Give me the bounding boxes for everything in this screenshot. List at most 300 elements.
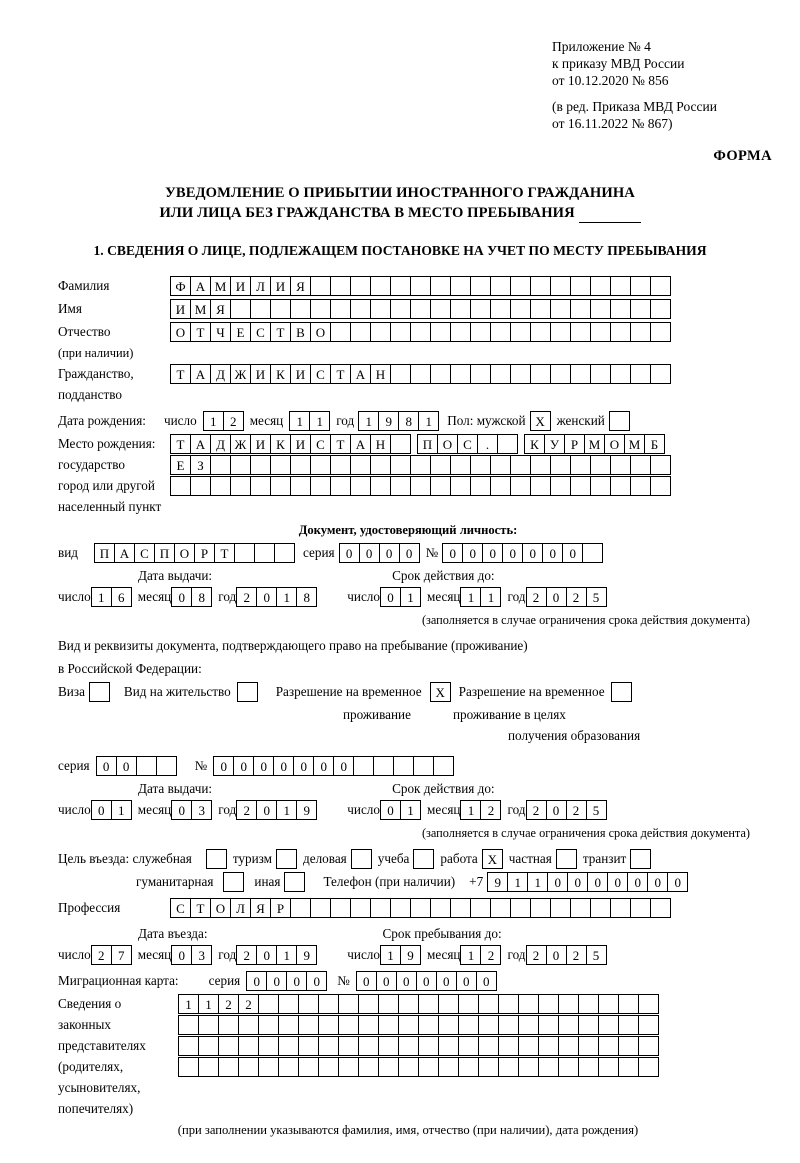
char-cell[interactable]: 9	[296, 945, 317, 965]
char-cell[interactable]	[234, 543, 255, 563]
char-cell[interactable]	[390, 455, 411, 475]
char-cell[interactable]	[330, 476, 351, 496]
char-cell[interactable]	[378, 994, 399, 1014]
char-cell[interactable]: К	[524, 434, 545, 454]
char-cell[interactable]: Т	[270, 322, 291, 342]
char-cell[interactable]: Л	[230, 898, 251, 918]
char-cell[interactable]: 0	[171, 945, 192, 965]
char-cell[interactable]: А	[190, 364, 211, 384]
char-cell[interactable]: 1	[527, 872, 548, 892]
char-cell[interactable]	[650, 476, 671, 496]
char-cell[interactable]	[350, 276, 371, 296]
char-cell[interactable]	[538, 994, 559, 1014]
char-cell[interactable]	[350, 322, 371, 342]
char-cell[interactable]: 1	[380, 945, 401, 965]
char-cell[interactable]: 2	[566, 945, 587, 965]
char-cell[interactable]: А	[190, 434, 211, 454]
char-cell[interactable]	[490, 276, 511, 296]
char-cell[interactable]: 0	[399, 543, 420, 563]
char-cell[interactable]: 0	[567, 872, 588, 892]
char-cell[interactable]	[598, 994, 619, 1014]
char-cell[interactable]	[530, 299, 551, 319]
char-cell[interactable]	[450, 476, 471, 496]
char-cell[interactable]	[550, 455, 571, 475]
char-cell[interactable]	[610, 455, 631, 475]
char-cell[interactable]	[390, 299, 411, 319]
char-cell[interactable]	[538, 1015, 559, 1035]
temp-residence-checkbox[interactable]: X	[430, 682, 451, 702]
char-cell[interactable]: 2	[566, 800, 587, 820]
purpose-service-checkbox[interactable]	[206, 849, 227, 869]
char-cell[interactable]: 2	[526, 945, 547, 965]
char-cell[interactable]	[418, 1015, 439, 1035]
char-cell[interactable]: Ж	[230, 364, 251, 384]
doc-valid-month-input[interactable]	[460, 587, 501, 607]
char-cell[interactable]	[330, 276, 351, 296]
char-cell[interactable]: 0	[380, 587, 401, 607]
char-cell[interactable]	[318, 1057, 339, 1077]
char-cell[interactable]: К	[270, 434, 291, 454]
char-cell[interactable]	[510, 299, 531, 319]
char-cell[interactable]: Л	[250, 276, 271, 296]
char-cell[interactable]	[290, 898, 311, 918]
char-cell[interactable]	[478, 994, 499, 1014]
char-cell[interactable]	[410, 322, 431, 342]
char-cell[interactable]	[438, 1036, 459, 1056]
char-cell[interactable]	[530, 455, 551, 475]
char-cell[interactable]: С	[250, 322, 271, 342]
char-cell[interactable]: 0	[546, 587, 567, 607]
char-cell[interactable]	[598, 1036, 619, 1056]
char-cell[interactable]: 2	[480, 800, 501, 820]
char-cell[interactable]	[290, 455, 311, 475]
char-cell[interactable]	[390, 322, 411, 342]
char-cell[interactable]	[330, 322, 351, 342]
char-cell[interactable]	[450, 898, 471, 918]
char-cell[interactable]: М	[584, 434, 605, 454]
char-cell[interactable]: Т	[170, 364, 191, 384]
char-cell[interactable]: О	[174, 543, 195, 563]
migration-series-input[interactable]	[246, 971, 327, 991]
char-cell[interactable]: Ч	[210, 322, 231, 342]
char-cell[interactable]	[390, 476, 411, 496]
char-cell[interactable]	[478, 1057, 499, 1077]
char-cell[interactable]	[638, 1036, 659, 1056]
char-cell[interactable]	[270, 476, 291, 496]
char-cell[interactable]: Я	[250, 898, 271, 918]
char-cell[interactable]: Е	[230, 322, 251, 342]
char-cell[interactable]	[330, 299, 351, 319]
char-cell[interactable]: 2	[91, 945, 112, 965]
char-cell[interactable]	[630, 455, 651, 475]
char-cell[interactable]	[218, 1057, 239, 1077]
legal-rep-input-2[interactable]	[178, 1015, 659, 1035]
char-cell[interactable]	[490, 364, 511, 384]
char-cell[interactable]: Т	[190, 898, 211, 918]
char-cell[interactable]	[538, 1057, 559, 1077]
char-cell[interactable]: .	[477, 434, 498, 454]
char-cell[interactable]	[578, 1057, 599, 1077]
char-cell[interactable]	[198, 1036, 219, 1056]
char-cell[interactable]	[610, 322, 631, 342]
doc-number-input[interactable]	[442, 543, 603, 563]
char-cell[interactable]: И	[250, 434, 271, 454]
char-cell[interactable]: 0	[313, 756, 334, 776]
char-cell[interactable]	[510, 364, 531, 384]
char-cell[interactable]: Р	[194, 543, 215, 563]
char-cell[interactable]	[578, 994, 599, 1014]
char-cell[interactable]: И	[290, 434, 311, 454]
char-cell[interactable]: Т	[170, 434, 191, 454]
char-cell[interactable]: 0	[379, 543, 400, 563]
char-cell[interactable]	[290, 476, 311, 496]
birthplace-settlement-type-input[interactable]	[417, 434, 518, 454]
char-cell[interactable]	[430, 299, 451, 319]
sex-male-checkbox[interactable]: X	[530, 411, 551, 431]
stay-day-input[interactable]	[380, 945, 421, 965]
char-cell[interactable]: 1	[358, 411, 379, 431]
char-cell[interactable]: 3	[191, 945, 212, 965]
char-cell[interactable]: Н	[370, 434, 391, 454]
char-cell[interactable]	[438, 1057, 459, 1077]
char-cell[interactable]	[378, 1015, 399, 1035]
char-cell[interactable]	[510, 455, 531, 475]
char-cell[interactable]: Т	[330, 364, 351, 384]
stay-month-input[interactable]	[460, 945, 501, 965]
char-cell[interactable]	[498, 1036, 519, 1056]
char-cell[interactable]: 0	[462, 543, 483, 563]
char-cell[interactable]: Т	[330, 434, 351, 454]
char-cell[interactable]: А	[190, 276, 211, 296]
char-cell[interactable]: З	[190, 455, 211, 475]
char-cell[interactable]	[433, 756, 454, 776]
char-cell[interactable]	[550, 898, 571, 918]
migration-number-input[interactable]	[356, 971, 497, 991]
char-cell[interactable]	[250, 299, 271, 319]
char-cell[interactable]	[390, 364, 411, 384]
char-cell[interactable]	[230, 299, 251, 319]
char-cell[interactable]	[630, 898, 651, 918]
char-cell[interactable]	[610, 276, 631, 296]
char-cell[interactable]	[250, 455, 271, 475]
char-cell[interactable]	[298, 1057, 319, 1077]
char-cell[interactable]	[590, 276, 611, 296]
char-cell[interactable]	[618, 1036, 639, 1056]
char-cell[interactable]	[350, 898, 371, 918]
char-cell[interactable]	[410, 898, 431, 918]
purpose-tourism-checkbox[interactable]	[276, 849, 297, 869]
char-cell[interactable]	[398, 1057, 419, 1077]
char-cell[interactable]	[373, 756, 394, 776]
char-cell[interactable]	[630, 299, 651, 319]
char-cell[interactable]: 0	[380, 800, 401, 820]
char-cell[interactable]	[598, 1057, 619, 1077]
char-cell[interactable]: Ж	[230, 434, 251, 454]
char-cell[interactable]	[518, 994, 539, 1014]
purpose-transit-checkbox[interactable]	[630, 849, 651, 869]
char-cell[interactable]	[393, 756, 414, 776]
char-cell[interactable]: 1	[276, 945, 297, 965]
char-cell[interactable]: Н	[370, 364, 391, 384]
char-cell[interactable]	[318, 994, 339, 1014]
char-cell[interactable]	[458, 1036, 479, 1056]
char-cell[interactable]: 5	[586, 587, 607, 607]
char-cell[interactable]	[530, 322, 551, 342]
char-cell[interactable]	[310, 455, 331, 475]
char-cell[interactable]	[410, 476, 431, 496]
char-cell[interactable]: 0	[359, 543, 380, 563]
char-cell[interactable]: 9	[296, 800, 317, 820]
char-cell[interactable]	[498, 994, 519, 1014]
char-cell[interactable]: П	[154, 543, 175, 563]
char-cell[interactable]	[590, 299, 611, 319]
char-cell[interactable]	[530, 276, 551, 296]
char-cell[interactable]	[430, 276, 451, 296]
doc-kind-input[interactable]	[94, 543, 295, 563]
char-cell[interactable]	[558, 1015, 579, 1035]
char-cell[interactable]	[450, 455, 471, 475]
char-cell[interactable]: Ф	[170, 276, 191, 296]
char-cell[interactable]: 0	[396, 971, 417, 991]
char-cell[interactable]	[510, 276, 531, 296]
char-cell[interactable]: С	[457, 434, 478, 454]
char-cell[interactable]	[438, 994, 459, 1014]
char-cell[interactable]: К	[270, 364, 291, 384]
char-cell[interactable]: А	[114, 543, 135, 563]
char-cell[interactable]: 0	[339, 543, 360, 563]
char-cell[interactable]	[274, 543, 295, 563]
char-cell[interactable]	[370, 322, 391, 342]
char-cell[interactable]	[430, 898, 451, 918]
char-cell[interactable]	[358, 994, 379, 1014]
char-cell[interactable]: Р	[270, 898, 291, 918]
doc-issue-year-input[interactable]	[236, 587, 317, 607]
char-cell[interactable]	[258, 1015, 279, 1035]
char-cell[interactable]: 1	[460, 800, 481, 820]
char-cell[interactable]	[378, 1057, 399, 1077]
char-cell[interactable]	[538, 1036, 559, 1056]
char-cell[interactable]	[650, 299, 671, 319]
birthplace-settlement-input[interactable]	[524, 434, 665, 454]
visa-checkbox[interactable]	[89, 682, 110, 702]
entry-year-input[interactable]	[236, 945, 317, 965]
char-cell[interactable]: 0	[376, 971, 397, 991]
char-cell[interactable]	[550, 364, 571, 384]
char-cell[interactable]	[650, 322, 671, 342]
purpose-work-checkbox[interactable]: X	[482, 849, 503, 869]
name-input[interactable]	[170, 299, 671, 319]
sex-female-checkbox[interactable]	[609, 411, 630, 431]
char-cell[interactable]	[498, 1057, 519, 1077]
char-cell[interactable]: 0	[256, 945, 277, 965]
char-cell[interactable]	[290, 299, 311, 319]
char-cell[interactable]: 0	[587, 872, 608, 892]
char-cell[interactable]: Д	[210, 434, 231, 454]
char-cell[interactable]: 1	[460, 945, 481, 965]
char-cell[interactable]	[458, 994, 479, 1014]
char-cell[interactable]: 0	[442, 543, 463, 563]
purpose-private-checkbox[interactable]	[556, 849, 577, 869]
char-cell[interactable]: 2	[236, 945, 257, 965]
char-cell[interactable]	[210, 476, 231, 496]
char-cell[interactable]: 5	[586, 945, 607, 965]
permit-issue-month-input[interactable]	[171, 800, 212, 820]
char-cell[interactable]	[430, 322, 451, 342]
char-cell[interactable]	[310, 276, 331, 296]
permit-valid-year-input[interactable]	[526, 800, 607, 820]
char-cell[interactable]	[497, 434, 518, 454]
char-cell[interactable]	[590, 364, 611, 384]
char-cell[interactable]: 1	[507, 872, 528, 892]
purpose-study-checkbox[interactable]	[413, 849, 434, 869]
char-cell[interactable]: М	[190, 299, 211, 319]
char-cell[interactable]	[378, 1036, 399, 1056]
legal-rep-input-1[interactable]	[178, 994, 659, 1014]
char-cell[interactable]	[230, 476, 251, 496]
char-cell[interactable]	[218, 1036, 239, 1056]
char-cell[interactable]	[450, 322, 471, 342]
char-cell[interactable]: 0	[96, 756, 117, 776]
char-cell[interactable]	[518, 1015, 539, 1035]
char-cell[interactable]: 8	[296, 587, 317, 607]
char-cell[interactable]: И	[230, 276, 251, 296]
char-cell[interactable]: 0	[171, 800, 192, 820]
char-cell[interactable]	[410, 299, 431, 319]
char-cell[interactable]	[530, 898, 551, 918]
char-cell[interactable]: 2	[566, 587, 587, 607]
char-cell[interactable]: 2	[480, 945, 501, 965]
char-cell[interactable]: 0	[607, 872, 628, 892]
char-cell[interactable]: А	[350, 434, 371, 454]
char-cell[interactable]	[618, 1015, 639, 1035]
char-cell[interactable]	[650, 455, 671, 475]
char-cell[interactable]	[590, 476, 611, 496]
purpose-other-checkbox[interactable]	[284, 872, 305, 892]
char-cell[interactable]	[630, 476, 651, 496]
char-cell[interactable]	[458, 1015, 479, 1035]
permit-issue-day-input[interactable]	[91, 800, 132, 820]
char-cell[interactable]	[338, 994, 359, 1014]
char-cell[interactable]	[410, 455, 431, 475]
char-cell[interactable]: Д	[210, 364, 231, 384]
char-cell[interactable]	[318, 1036, 339, 1056]
char-cell[interactable]	[370, 276, 391, 296]
birth-year-input[interactable]	[358, 411, 439, 431]
char-cell[interactable]	[450, 276, 471, 296]
char-cell[interactable]: С	[170, 898, 191, 918]
char-cell[interactable]: 0	[502, 543, 523, 563]
char-cell[interactable]	[490, 299, 511, 319]
char-cell[interactable]	[238, 1036, 259, 1056]
char-cell[interactable]: 1	[289, 411, 310, 431]
char-cell[interactable]: И	[270, 276, 291, 296]
char-cell[interactable]: 0	[546, 800, 567, 820]
char-cell[interactable]	[470, 364, 491, 384]
doc-valid-day-input[interactable]	[380, 587, 421, 607]
char-cell[interactable]	[330, 455, 351, 475]
char-cell[interactable]	[438, 1015, 459, 1035]
char-cell[interactable]: И	[290, 364, 311, 384]
permit-valid-day-input[interactable]	[380, 800, 421, 820]
permit-series-input[interactable]	[96, 756, 177, 776]
char-cell[interactable]	[430, 455, 451, 475]
char-cell[interactable]	[430, 476, 451, 496]
char-cell[interactable]	[270, 455, 291, 475]
char-cell[interactable]: 2	[236, 587, 257, 607]
char-cell[interactable]	[353, 756, 374, 776]
stay-year-input[interactable]	[526, 945, 607, 965]
char-cell[interactable]	[278, 1015, 299, 1035]
char-cell[interactable]: М	[210, 276, 231, 296]
char-cell[interactable]	[490, 455, 511, 475]
doc-issue-month-input[interactable]	[171, 587, 212, 607]
char-cell[interactable]	[518, 1036, 539, 1056]
char-cell[interactable]	[398, 1015, 419, 1035]
char-cell[interactable]	[470, 299, 491, 319]
birth-month-input[interactable]	[289, 411, 330, 431]
birthplace-state-input[interactable]	[170, 434, 411, 454]
char-cell[interactable]	[298, 1015, 319, 1035]
char-cell[interactable]: 0	[293, 756, 314, 776]
char-cell[interactable]: 0	[436, 971, 457, 991]
char-cell[interactable]	[410, 276, 431, 296]
char-cell[interactable]: 1	[480, 587, 501, 607]
char-cell[interactable]	[590, 322, 611, 342]
char-cell[interactable]	[570, 299, 591, 319]
char-cell[interactable]	[570, 276, 591, 296]
char-cell[interactable]: 1	[276, 800, 297, 820]
char-cell[interactable]	[650, 364, 671, 384]
char-cell[interactable]	[370, 455, 391, 475]
char-cell[interactable]	[338, 1057, 359, 1077]
doc-issue-day-input[interactable]	[91, 587, 132, 607]
char-cell[interactable]	[578, 1015, 599, 1035]
char-cell[interactable]	[418, 994, 439, 1014]
char-cell[interactable]: О	[604, 434, 625, 454]
char-cell[interactable]	[278, 994, 299, 1014]
char-cell[interactable]	[610, 898, 631, 918]
char-cell[interactable]	[338, 1015, 359, 1035]
char-cell[interactable]: И	[250, 364, 271, 384]
char-cell[interactable]	[210, 455, 231, 475]
char-cell[interactable]: 0	[233, 756, 254, 776]
char-cell[interactable]	[330, 898, 351, 918]
char-cell[interactable]	[410, 364, 431, 384]
char-cell[interactable]: 2	[526, 800, 547, 820]
char-cell[interactable]: М	[624, 434, 645, 454]
char-cell[interactable]: О	[170, 322, 191, 342]
char-cell[interactable]	[350, 476, 371, 496]
char-cell[interactable]: У	[544, 434, 565, 454]
char-cell[interactable]	[370, 299, 391, 319]
char-cell[interactable]	[510, 476, 531, 496]
char-cell[interactable]: 1	[203, 411, 224, 431]
char-cell[interactable]: 1	[400, 800, 421, 820]
char-cell[interactable]	[398, 1036, 419, 1056]
char-cell[interactable]: 1	[198, 994, 219, 1014]
purpose-business-checkbox[interactable]	[351, 849, 372, 869]
char-cell[interactable]: 0	[667, 872, 688, 892]
residence-permit-checkbox[interactable]	[237, 682, 258, 702]
char-cell[interactable]: 2	[223, 411, 244, 431]
char-cell[interactable]: 0	[456, 971, 477, 991]
char-cell[interactable]	[258, 1036, 279, 1056]
char-cell[interactable]	[178, 1015, 199, 1035]
char-cell[interactable]: 0	[562, 543, 583, 563]
birth-day-input[interactable]	[203, 411, 244, 431]
char-cell[interactable]	[430, 364, 451, 384]
char-cell[interactable]	[618, 994, 639, 1014]
